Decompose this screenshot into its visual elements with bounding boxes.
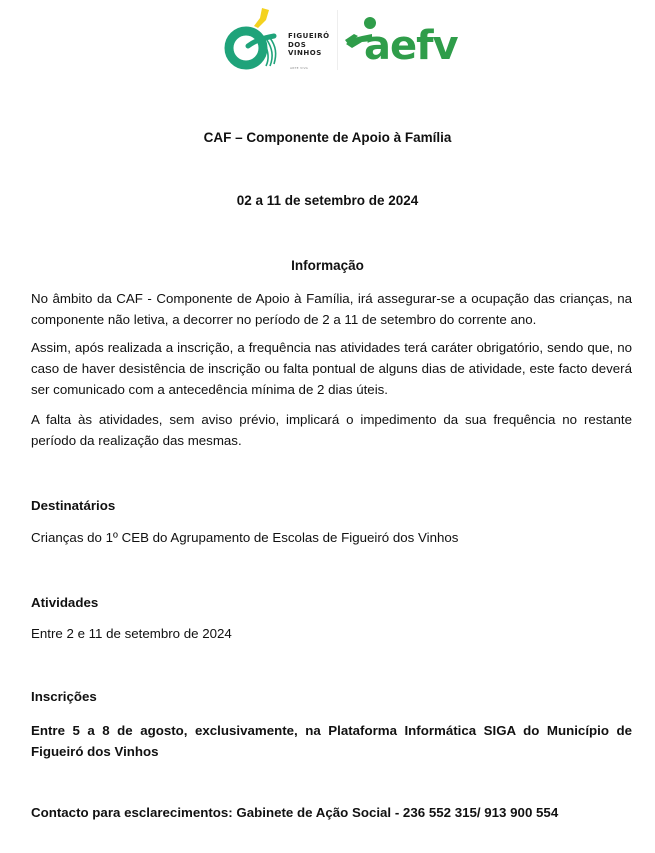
aefv-wordmark: aefv <box>364 23 458 69</box>
document-date-range: 02 a 11 de setembro de 2024 <box>236 193 419 208</box>
municipality-name-line: VINHOS <box>288 49 322 57</box>
info-heading: Informação <box>291 258 364 273</box>
yellow-leaf-shape <box>254 8 269 28</box>
info-paragraph: No âmbito da CAF - Componente de Apoio à Família, irá assegurar-se a ocupação das crianças, na componente não letiva, a decorrer no período de 2 a 11 de setembro do corrente ano. <box>31 291 632 327</box>
figueiro-dos-vinhos-logo <box>222 6 334 74</box>
green-ring-shape <box>229 31 263 65</box>
aefv-logo <box>342 14 458 74</box>
atividades-text: Entre 2 e 11 de setembro de 2024 <box>31 626 232 641</box>
contact-info: Contacto para esclarecimentos: Gabinete de Ação Social - 236 552 315/ 913 900 554 <box>31 805 559 820</box>
municipality-name-line: FIGUEIRÓ <box>288 32 330 40</box>
destinatarios-heading: Destinatários <box>31 498 116 513</box>
info-paragraph: Assim, após realizada a inscrição, a frequência nas atividades terá caráter obrigatório, sendo que, no caso de haver desistência de inscrição ou falta pontual de alguns dias de atividade, este facto deverá ser comunicado com a antecedência mínima de 2 dias úteis. <box>31 340 632 397</box>
inscricoes-heading: Inscrições <box>31 689 97 704</box>
figueiro-emblem-icon <box>222 6 292 74</box>
document-title: CAF – Componente de Apoio à Família <box>203 130 452 145</box>
header-logos <box>0 0 655 80</box>
info-paragraph: A falta às atividades, sem aviso prévio, implicará o impedimento da sua frequência no restante período da realização das mesmas. <box>31 412 632 448</box>
municipality-name-line: DOS <box>288 40 307 49</box>
municipality-tagline: ARTE VIVA <box>290 66 309 70</box>
municipality-name <box>288 32 330 58</box>
atividades-heading: Atividades <box>31 595 99 610</box>
destinatarios-text: Crianças do 1º CEB do Agrupamento de Escolas de Figueiró dos Vinhos <box>31 530 459 545</box>
inscricoes-text: Entre 5 a 8 de agosto, exclusivamente, na Plataforma Informática SIGA do Município de Figueiró dos Vinhos <box>31 723 632 759</box>
logo-divider <box>337 10 338 70</box>
